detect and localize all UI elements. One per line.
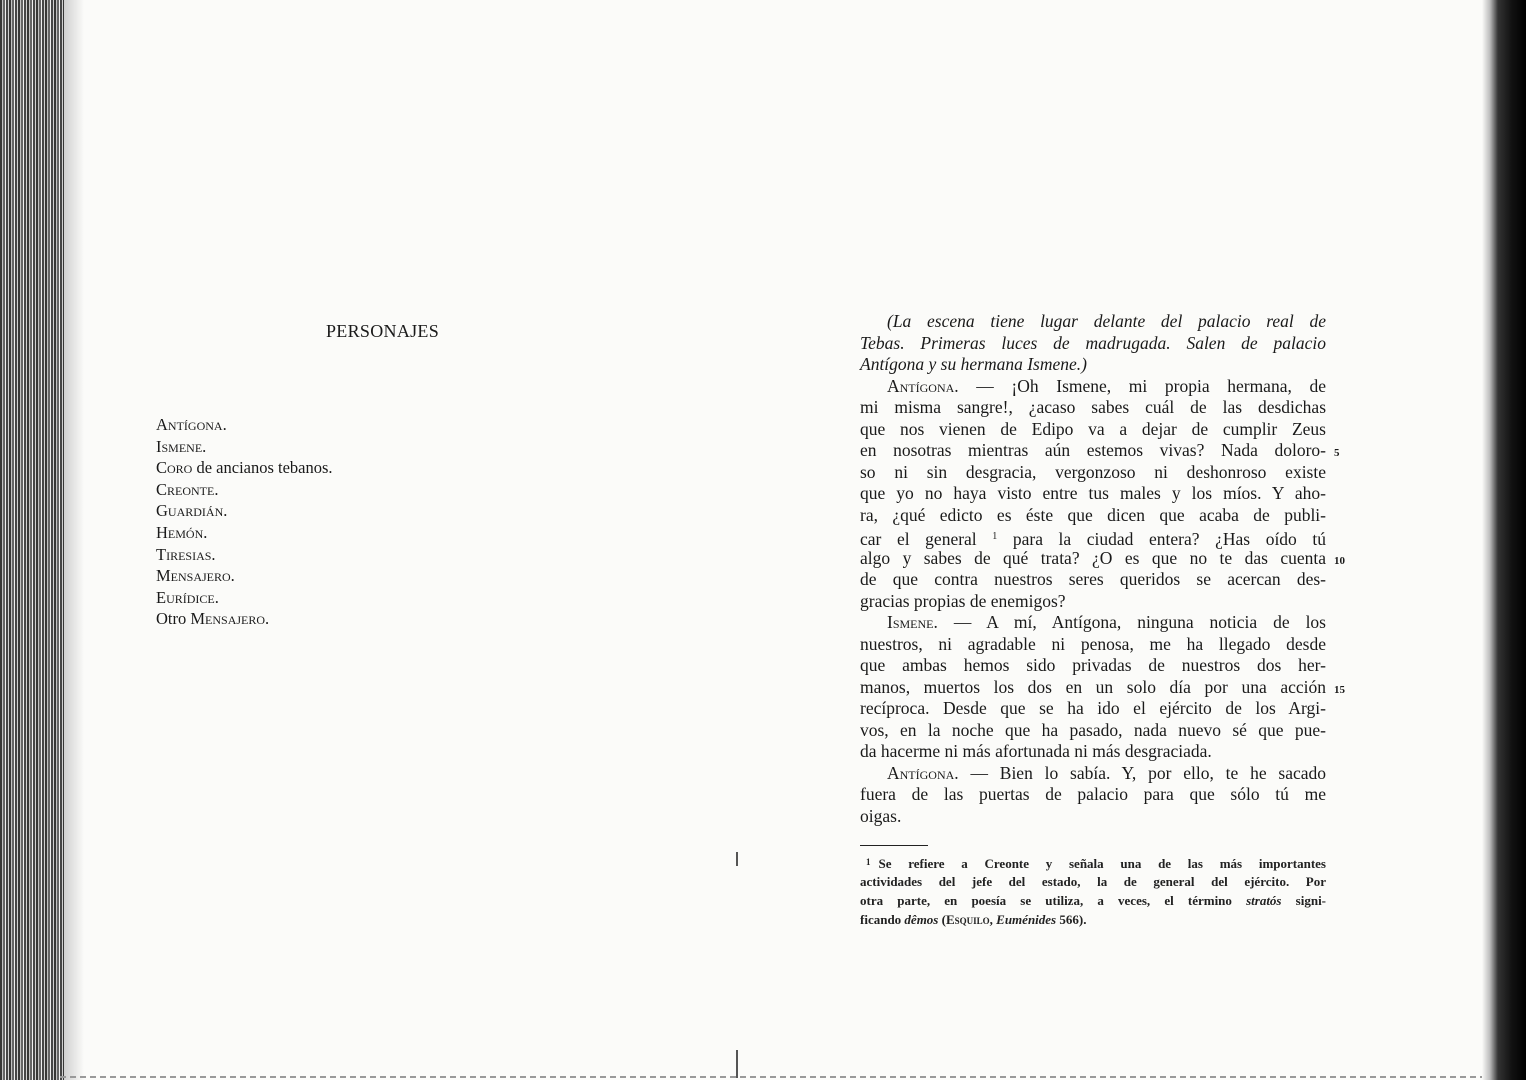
- text-line: [860, 741, 1326, 763]
- text-run: (: [938, 912, 946, 927]
- text-line: [860, 548, 1326, 570]
- text-run: oigas.: [860, 805, 902, 826]
- text-run: que nos vienen de Edipo va a dejar de cumplir Zeus: [860, 418, 1326, 439]
- text-line: [860, 462, 1326, 484]
- text-line: [887, 311, 1326, 333]
- cast-name: Guardián.: [156, 501, 228, 521]
- gutter-mark: [736, 852, 738, 866]
- text-run: que ambas hemos sido privadas de nuestros dos her-: [860, 655, 1326, 675]
- cast-prefix: Otro: [156, 609, 191, 629]
- text-run: fuera de las puertas de palacio para que sólo tú me: [860, 784, 1326, 804]
- cast-name: Hemón.: [156, 522, 208, 542]
- text-run: ,: [989, 912, 997, 927]
- footnote-rule: [860, 845, 928, 846]
- text-line: [860, 634, 1326, 656]
- cast-member: [156, 500, 333, 522]
- footnote-line: [860, 910, 1326, 929]
- text-run: ra, ¿qué edicto es éste que dicen que acaba de publi-: [860, 504, 1326, 525]
- text-run: stratós: [1246, 893, 1282, 908]
- text-run: gracias propias de enemigos?: [860, 590, 1066, 611]
- cast-name: Mensajero.: [190, 609, 270, 629]
- text-run: Antígona.: [887, 375, 959, 396]
- text-run: mi misma sangre!, ¿acaso sabes cuál de las desdichas: [860, 397, 1326, 417]
- cast-member: [156, 587, 333, 609]
- text-run: Antígona y su hermana Ismene.): [860, 354, 1087, 374]
- cast-member: [156, 608, 333, 630]
- gutter-mark-bottom: [736, 1050, 738, 1078]
- text-run: para la ciudad entera? ¿Has oído tú: [997, 529, 1327, 549]
- text-run: manos, muertos los dos en un solo día por una acción: [860, 676, 1326, 697]
- text-run: recíproca. Desde que se ha ido el ejército de los Argi-: [860, 698, 1326, 718]
- text-line: [860, 333, 1326, 355]
- text-line: [860, 354, 1326, 376]
- text-run: de que contra nuestros seres queridos se acercan des-: [860, 569, 1326, 589]
- text-line: [860, 591, 1326, 613]
- text-line: [860, 784, 1326, 806]
- cast-member: [156, 414, 333, 436]
- text-run: signi-: [1281, 893, 1327, 908]
- cast-name: Antígona.: [156, 415, 227, 434]
- text-run: Esquilo: [945, 912, 990, 927]
- cast-member: [156, 565, 333, 587]
- text-line: [860, 419, 1326, 441]
- text-run: dêmos: [904, 912, 939, 927]
- text-line: [887, 612, 1326, 634]
- cast-member: [156, 457, 333, 479]
- text-run: otra parte, en poesía se utiliza, a veces, el término: [860, 893, 1247, 908]
- text-line: [887, 376, 1326, 398]
- text-run: ficando: [860, 912, 905, 927]
- line-number: 10: [1334, 554, 1345, 567]
- text-run: Ismene.: [887, 612, 938, 632]
- text-run: algo y sabes de qué trata? ¿O es que no te das cuenta: [860, 547, 1326, 568]
- text-run: so ni sin desgracia, vergonzoso ni deshonroso existe: [860, 461, 1326, 482]
- text-run: Euménides: [996, 912, 1057, 927]
- book-binding-left: [0, 0, 64, 1080]
- line-number: 5: [1334, 447, 1340, 459]
- cast-desc: de ancianos tebanos.: [192, 458, 333, 478]
- cast-member: [156, 522, 333, 544]
- footnote-ref: 1: [866, 857, 871, 867]
- page-edge-right: [1482, 0, 1526, 1080]
- text-line: [887, 763, 1326, 785]
- text-run: Tebas. Primeras luces de madrugada. Salen de palacio: [860, 332, 1326, 353]
- text-run: en nosotras mientras aún estemos vivas? Nada doloro-: [860, 440, 1326, 460]
- text-line: [860, 806, 1326, 828]
- text-line: [860, 397, 1326, 419]
- cast-list: [156, 414, 333, 630]
- footnote-line: [866, 853, 1326, 873]
- text-line: [860, 698, 1326, 720]
- cast-member: [156, 479, 333, 501]
- text-run: car el general: [860, 529, 993, 549]
- text-run: — A mí, Antígona, ninguna noticia de los: [937, 612, 1326, 632]
- text-line: [860, 720, 1326, 742]
- cast-name: Ismene.: [156, 436, 207, 456]
- text-line: [860, 569, 1326, 591]
- cast-member: [156, 544, 333, 566]
- text-run: Se refiere a Creonte y señala una de las más importantes: [878, 856, 1326, 871]
- text-run: nuestros, ni agradable ni penosa, me ha llegado desde: [860, 633, 1326, 654]
- footnote-line: [860, 891, 1326, 910]
- footnote-ref: 1: [992, 531, 998, 542]
- text-run: (La escena tiene lugar delante del palacio real de: [887, 311, 1326, 331]
- text-run: Antígona.: [887, 762, 959, 783]
- text-run: actividades del jefe del estado, la de general del ejército. Por: [860, 874, 1326, 889]
- cast-name: Coro: [156, 458, 193, 478]
- text-run: que yo no haya visto entre tus males y los míos. Y aho-: [860, 483, 1326, 503]
- text-run: vos, en la noche que ha pasado, nada nuevo sé que pue-: [860, 719, 1326, 740]
- text-line: [860, 505, 1326, 527]
- text-run: — Bien lo sabía. Y, por ello, te he sacado: [958, 762, 1326, 783]
- text-line: [860, 677, 1326, 699]
- text-line: [860, 483, 1326, 505]
- cast-name: Eurídice.: [156, 587, 219, 607]
- cast-name: Tiresias.: [156, 544, 216, 564]
- text-run: 566).: [1056, 912, 1087, 927]
- cast-name: Creonte.: [156, 479, 219, 499]
- page-title-personajes: PERSONAJES: [326, 321, 440, 341]
- text-line: [860, 655, 1326, 677]
- line-number: 15: [1334, 683, 1345, 696]
- cast-name: Mensajero.: [156, 566, 235, 586]
- text-run: — ¡Oh Ismene, mi propia hermana, de: [958, 375, 1326, 396]
- page-bottom-edge: [60, 1076, 1482, 1078]
- text-run: da hacerme ni más afortunada ni más desgraciada.: [860, 741, 1212, 761]
- footnote-line: [860, 872, 1326, 891]
- text-line: [860, 440, 1326, 462]
- cast-member: [156, 436, 333, 458]
